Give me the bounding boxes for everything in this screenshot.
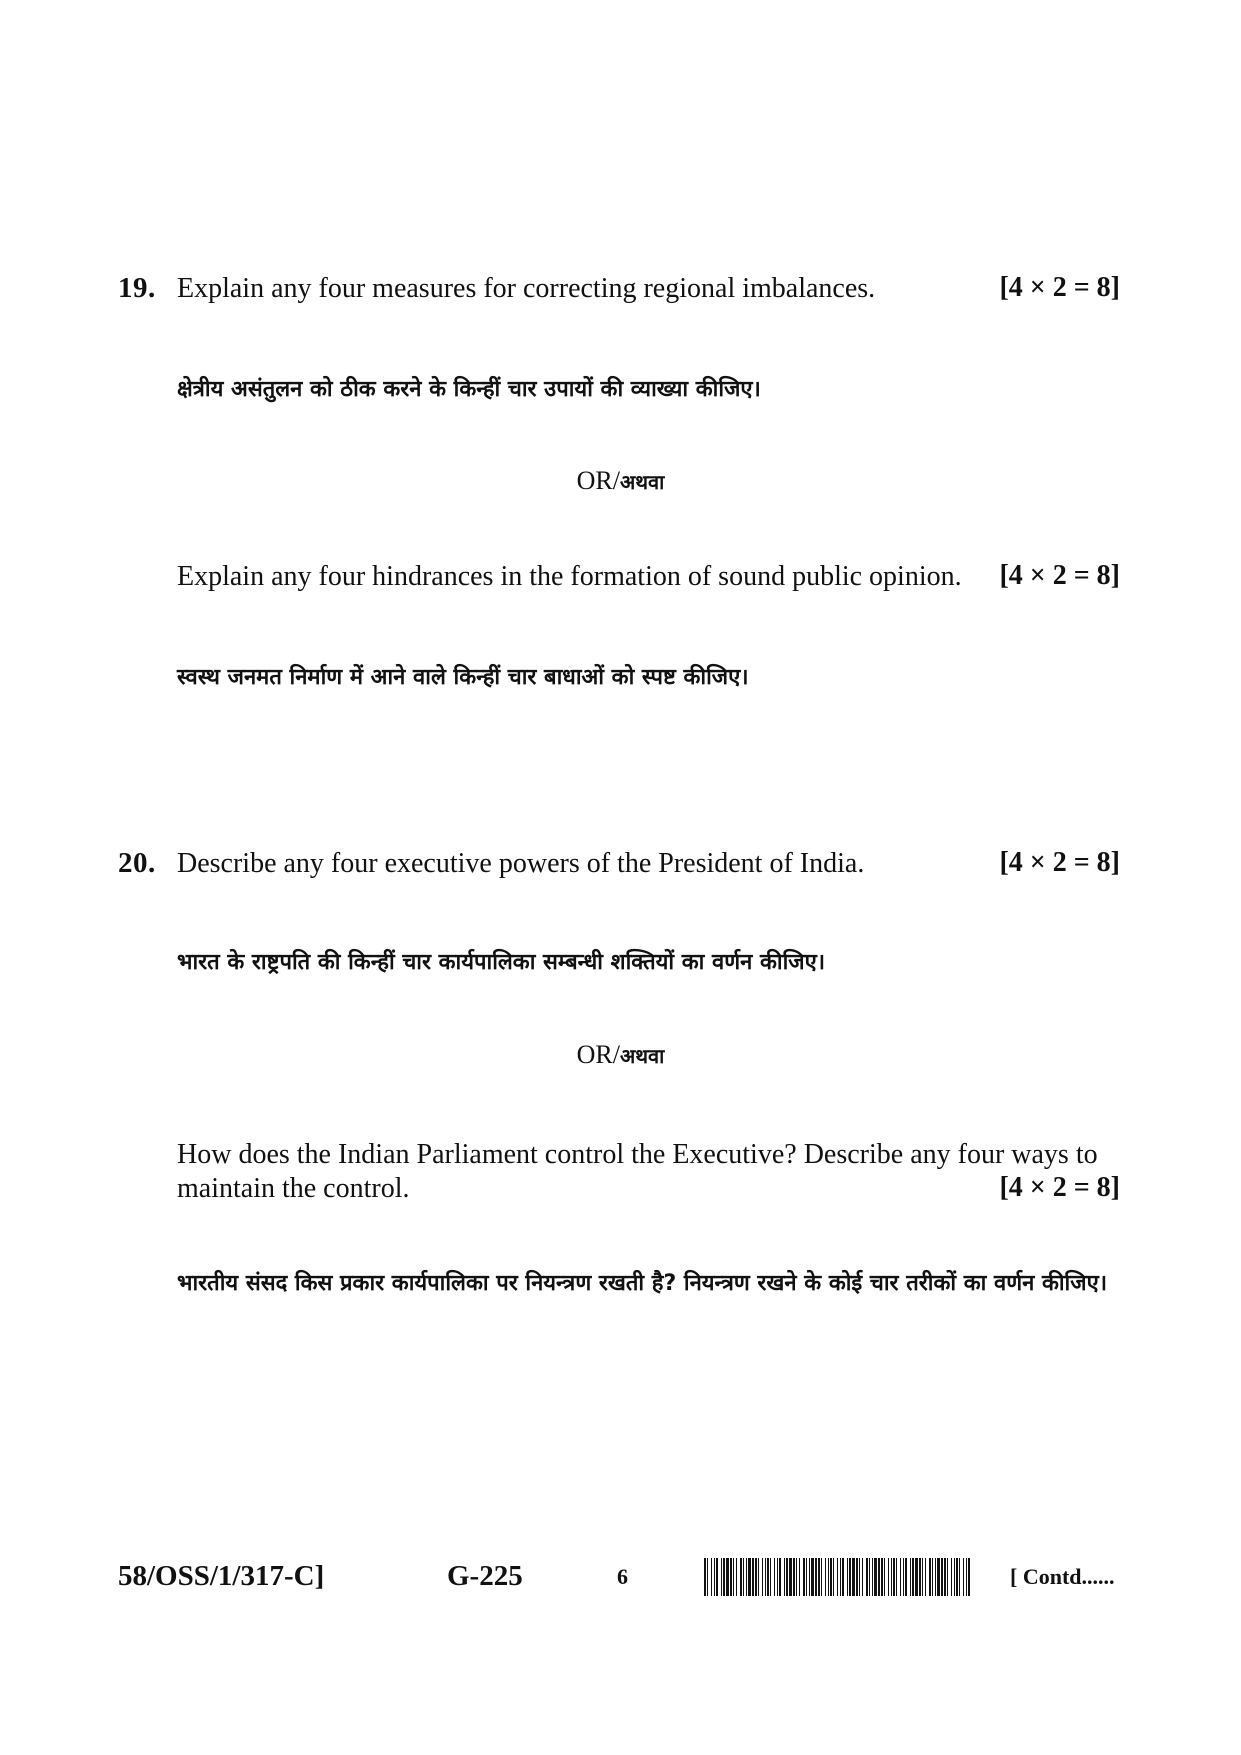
alternative-question-hindi: भारतीय संसद किस प्रकार कार्यपालिका पर नियन्त्रण रखती है? नियन्त्रण रखने के कोई चार तरीकों का वर्णन कीजिए। [177, 1271, 1108, 1296]
question-text-hindi: क्षेत्रीय असंतुलन को ठीक करने के किन्हीं चार उपायों की व्याख्या कीजिए। [177, 377, 761, 402]
question-text-english: Describe any four executive powers of the President of India. [177, 848, 865, 879]
question-marks: [4 × 2 = 8] [999, 272, 1120, 303]
barcode-icon [704, 1558, 972, 1596]
or-divider [0, 466, 1241, 496]
series-code: G-225 [447, 1560, 523, 1592]
question-number: 19. [118, 272, 156, 304]
or-label-hindi: अथवा [619, 1044, 665, 1068]
or-divider [0, 1040, 1241, 1070]
or-label: OR/ [576, 1040, 620, 1069]
paper-code: 58/OSS/1/317-C] [118, 1560, 325, 1592]
alternative-question-english: Explain any four hindrances in the formation of sound public opinion. [177, 561, 962, 592]
alternative-question-english-line-2: maintain the control. [177, 1173, 410, 1204]
or-label: OR/ [576, 466, 620, 495]
alternative-question-hindi: स्वस्थ जनमत निर्माण में आने वाले किन्हीं चार बाधाओं को स्पष्ट कीजिए। [177, 665, 749, 690]
page-number: 6 [617, 1564, 628, 1589]
or-label-hindi: अथवा [619, 470, 665, 494]
alternative-question-marks: [4 × 2 = 8] [999, 560, 1120, 591]
alternative-question-english-line-1: How does the Indian Parliament control the Executive? Describe any four ways to [177, 1139, 1098, 1170]
alternative-question-marks: [4 × 2 = 8] [999, 1172, 1120, 1203]
continued-label: [ Contd...... [1010, 1564, 1115, 1589]
question-text-english: Explain any four measures for correcting regional imbalances. [177, 273, 876, 304]
question-number: 20. [118, 847, 156, 879]
question-text-hindi: भारत के राष्ट्रपति की किन्हीं चार कार्यपालिका सम्बन्धी शक्तियों का वर्णन कीजिए। [177, 950, 826, 975]
question-marks: [4 × 2 = 8] [999, 847, 1120, 878]
